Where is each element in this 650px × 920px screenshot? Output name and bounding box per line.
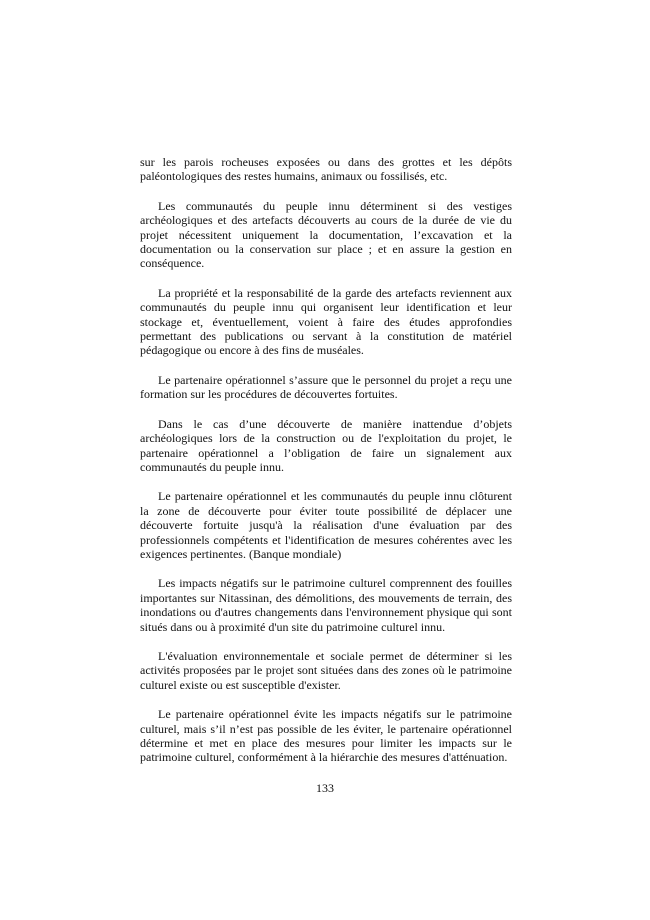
paragraph-staff-training: Le partenaire opérationnel s’assure que le personnel du projet a reçu une formation sur les procédures de découvertes fortuites. xyxy=(140,372,512,402)
paragraph-negative-impacts: Les impacts négatifs sur le patrimoine culturel comprennent des fouilles importantes sur Nitassinan, des démolitions, des mouvements de terrain, des inondations ou d'autres changements dans l'environnement physique qui sont situés dans ou à proximité d'un site du patrimoine culturel innu. xyxy=(140,576,512,634)
paragraph-discovery-zone: Le partenaire opérationnel et les communautés du peuple innu clôturent la zone de découverte pour éviter toute possibilité de déplacer une découverte fortuite jusqu'à la réalisation d'une évaluation par des professionnels compétents et l'identification de mesures cohérentes avec les exigences pertinentes. (Banque mondiale) xyxy=(140,489,512,561)
paragraph-continuation: sur les parois rocheuses exposées ou dans des grottes et les dépôts paléontologiques des restes humains, animaux ou fossilisés, etc. xyxy=(140,155,512,184)
page-body xyxy=(140,155,512,780)
paragraph-artefact-documentation: Les communautés du peuple innu déterminent si des vestiges archéologiques et des artefacts découverts au cours de la durée de vie du projet nécessitent uniquement la documentation, l’excavation et la documentation ou la conservation sur place ; et en assure la gestion en conséquence. xyxy=(140,198,512,271)
page-number: 133 xyxy=(316,781,334,795)
paragraph-mitigation-hierarchy: Le partenaire opérationnel évite les impacts négatifs sur le patrimoine culturel, mais s’il n’est pas possible de les éviter, le partenaire opérationnel détermine et met en place des mesures pour limiter les impacts sur le patrimoine culturel, conformément à la hiérarchie des mesures d'atténuation. xyxy=(140,707,512,765)
paragraph-artefact-ownership: La propriété et la responsabilité de la garde des artefacts reviennent aux communautés du peuple innu qui organisent leur identification et leur stockage et, éventuellement, voient à faire des études approfondies permettant des publications ou servant à la constitution de matériel pédagogique ou encore à des fins de muséales. xyxy=(140,285,512,358)
paragraph-environmental-assessment: L'évaluation environnementale et sociale permet de déterminer si les activités proposées par le projet sont situées dans des zones où le patrimoine culturel existe ou est susceptible d'exister. xyxy=(140,648,512,692)
paragraph-unexpected-discovery: Dans le cas d’une découverte de manière inattendue d’objets archéologiques lors de la construction ou de l'exploitation du projet, le partenaire opérationnel a l’obligation de faire un signalement aux communautés du peuple innu. xyxy=(140,416,512,474)
